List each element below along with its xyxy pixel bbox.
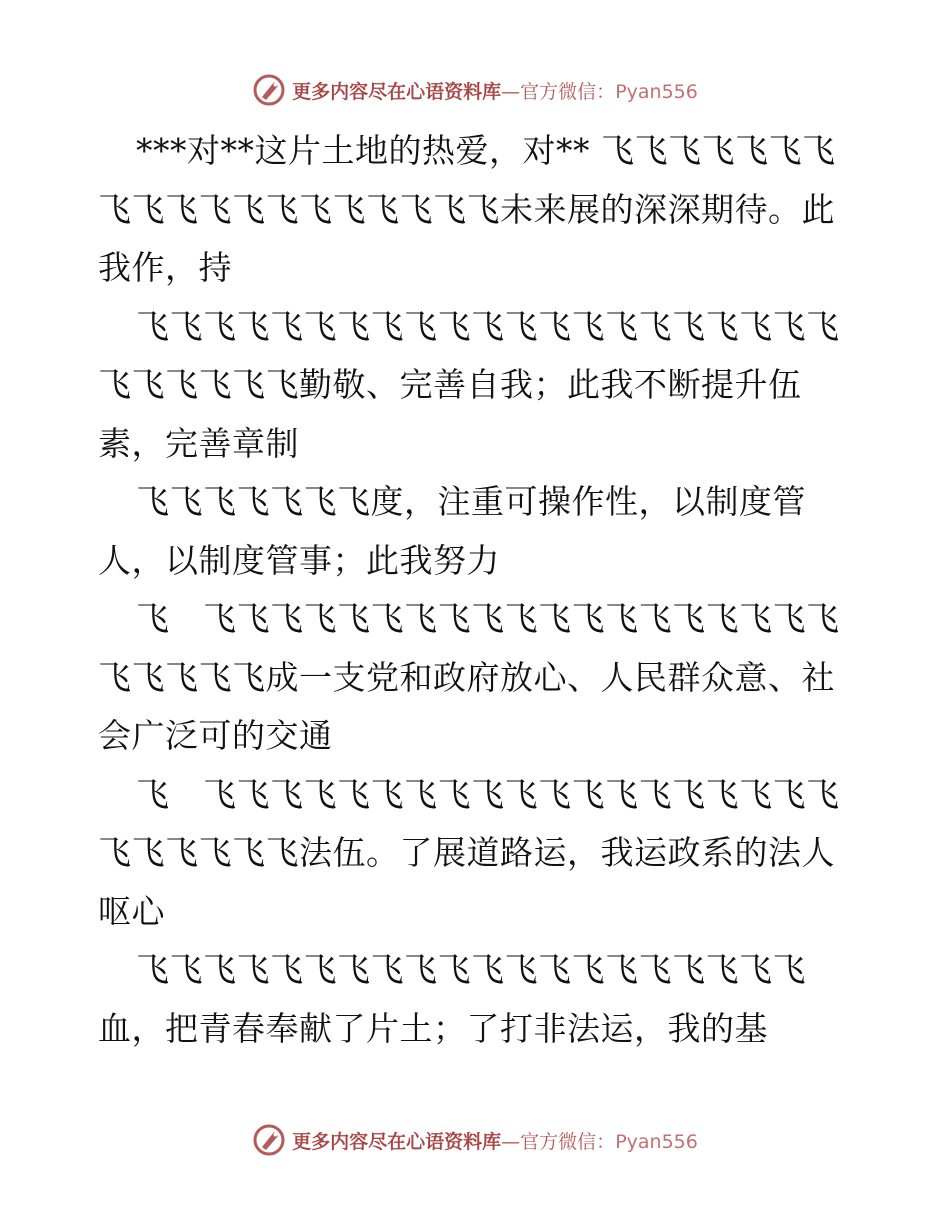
- paragraph-6: 飞飞飞飞飞飞飞飞飞飞飞飞飞飞飞飞飞飞飞飞血，把青春奉献了片土；了打非法运，我的基: [98, 950, 806, 1048]
- footer-banner: [0, 1120, 950, 1160]
- pen-nib-logo-icon: [252, 1123, 286, 1157]
- footer-dash: —: [501, 1130, 521, 1153]
- header-dash: —: [501, 80, 521, 103]
- header-banner: [0, 70, 950, 110]
- header-wechat-id: Pyan556: [615, 80, 698, 103]
- paragraph-5: 飞 飞飞飞飞飞飞飞飞飞飞飞飞飞飞飞飞飞飞飞飞飞飞飞飞飞法伍。了展道路运，我运政系的法人呕心: [98, 774, 840, 931]
- paragraph-3: 飞飞飞飞飞飞飞度，注重可操作性，以制度管人，以制度管事；此我努力: [98, 482, 806, 580]
- footer-wechat-id: Pyan556: [615, 1130, 698, 1153]
- paragraph-2: 飞飞飞飞飞飞飞飞飞飞飞飞飞飞飞飞飞飞飞飞飞飞飞飞飞飞飞勤敬、完善自我；此我不断提升伍素，完善章制: [98, 306, 840, 463]
- footer-text: [292, 1127, 698, 1154]
- header-site-text: 更多内容尽在心语资料库: [292, 80, 502, 103]
- footer-site-text: 更多内容尽在心语资料库: [292, 1130, 502, 1153]
- paragraph-1: ***对**这片土地的热爱，对** 飞飞飞飞飞飞飞飞飞飞飞飞飞飞飞飞飞飞飞未来展的深深期待。此我作，持: [98, 131, 836, 287]
- footer-wechat-label: 官方微信：: [520, 1130, 616, 1153]
- document-body: [98, 122, 858, 1058]
- header-wechat-label: 官方微信：: [520, 80, 616, 103]
- header-text: [292, 77, 698, 104]
- paragraph-4: 飞 飞飞飞飞飞飞飞飞飞飞飞飞飞飞飞飞飞飞飞飞飞飞飞飞成一支党和政府放心、人民群众意、社会广泛可的交通: [98, 599, 840, 755]
- pen-nib-logo-icon: [252, 73, 286, 107]
